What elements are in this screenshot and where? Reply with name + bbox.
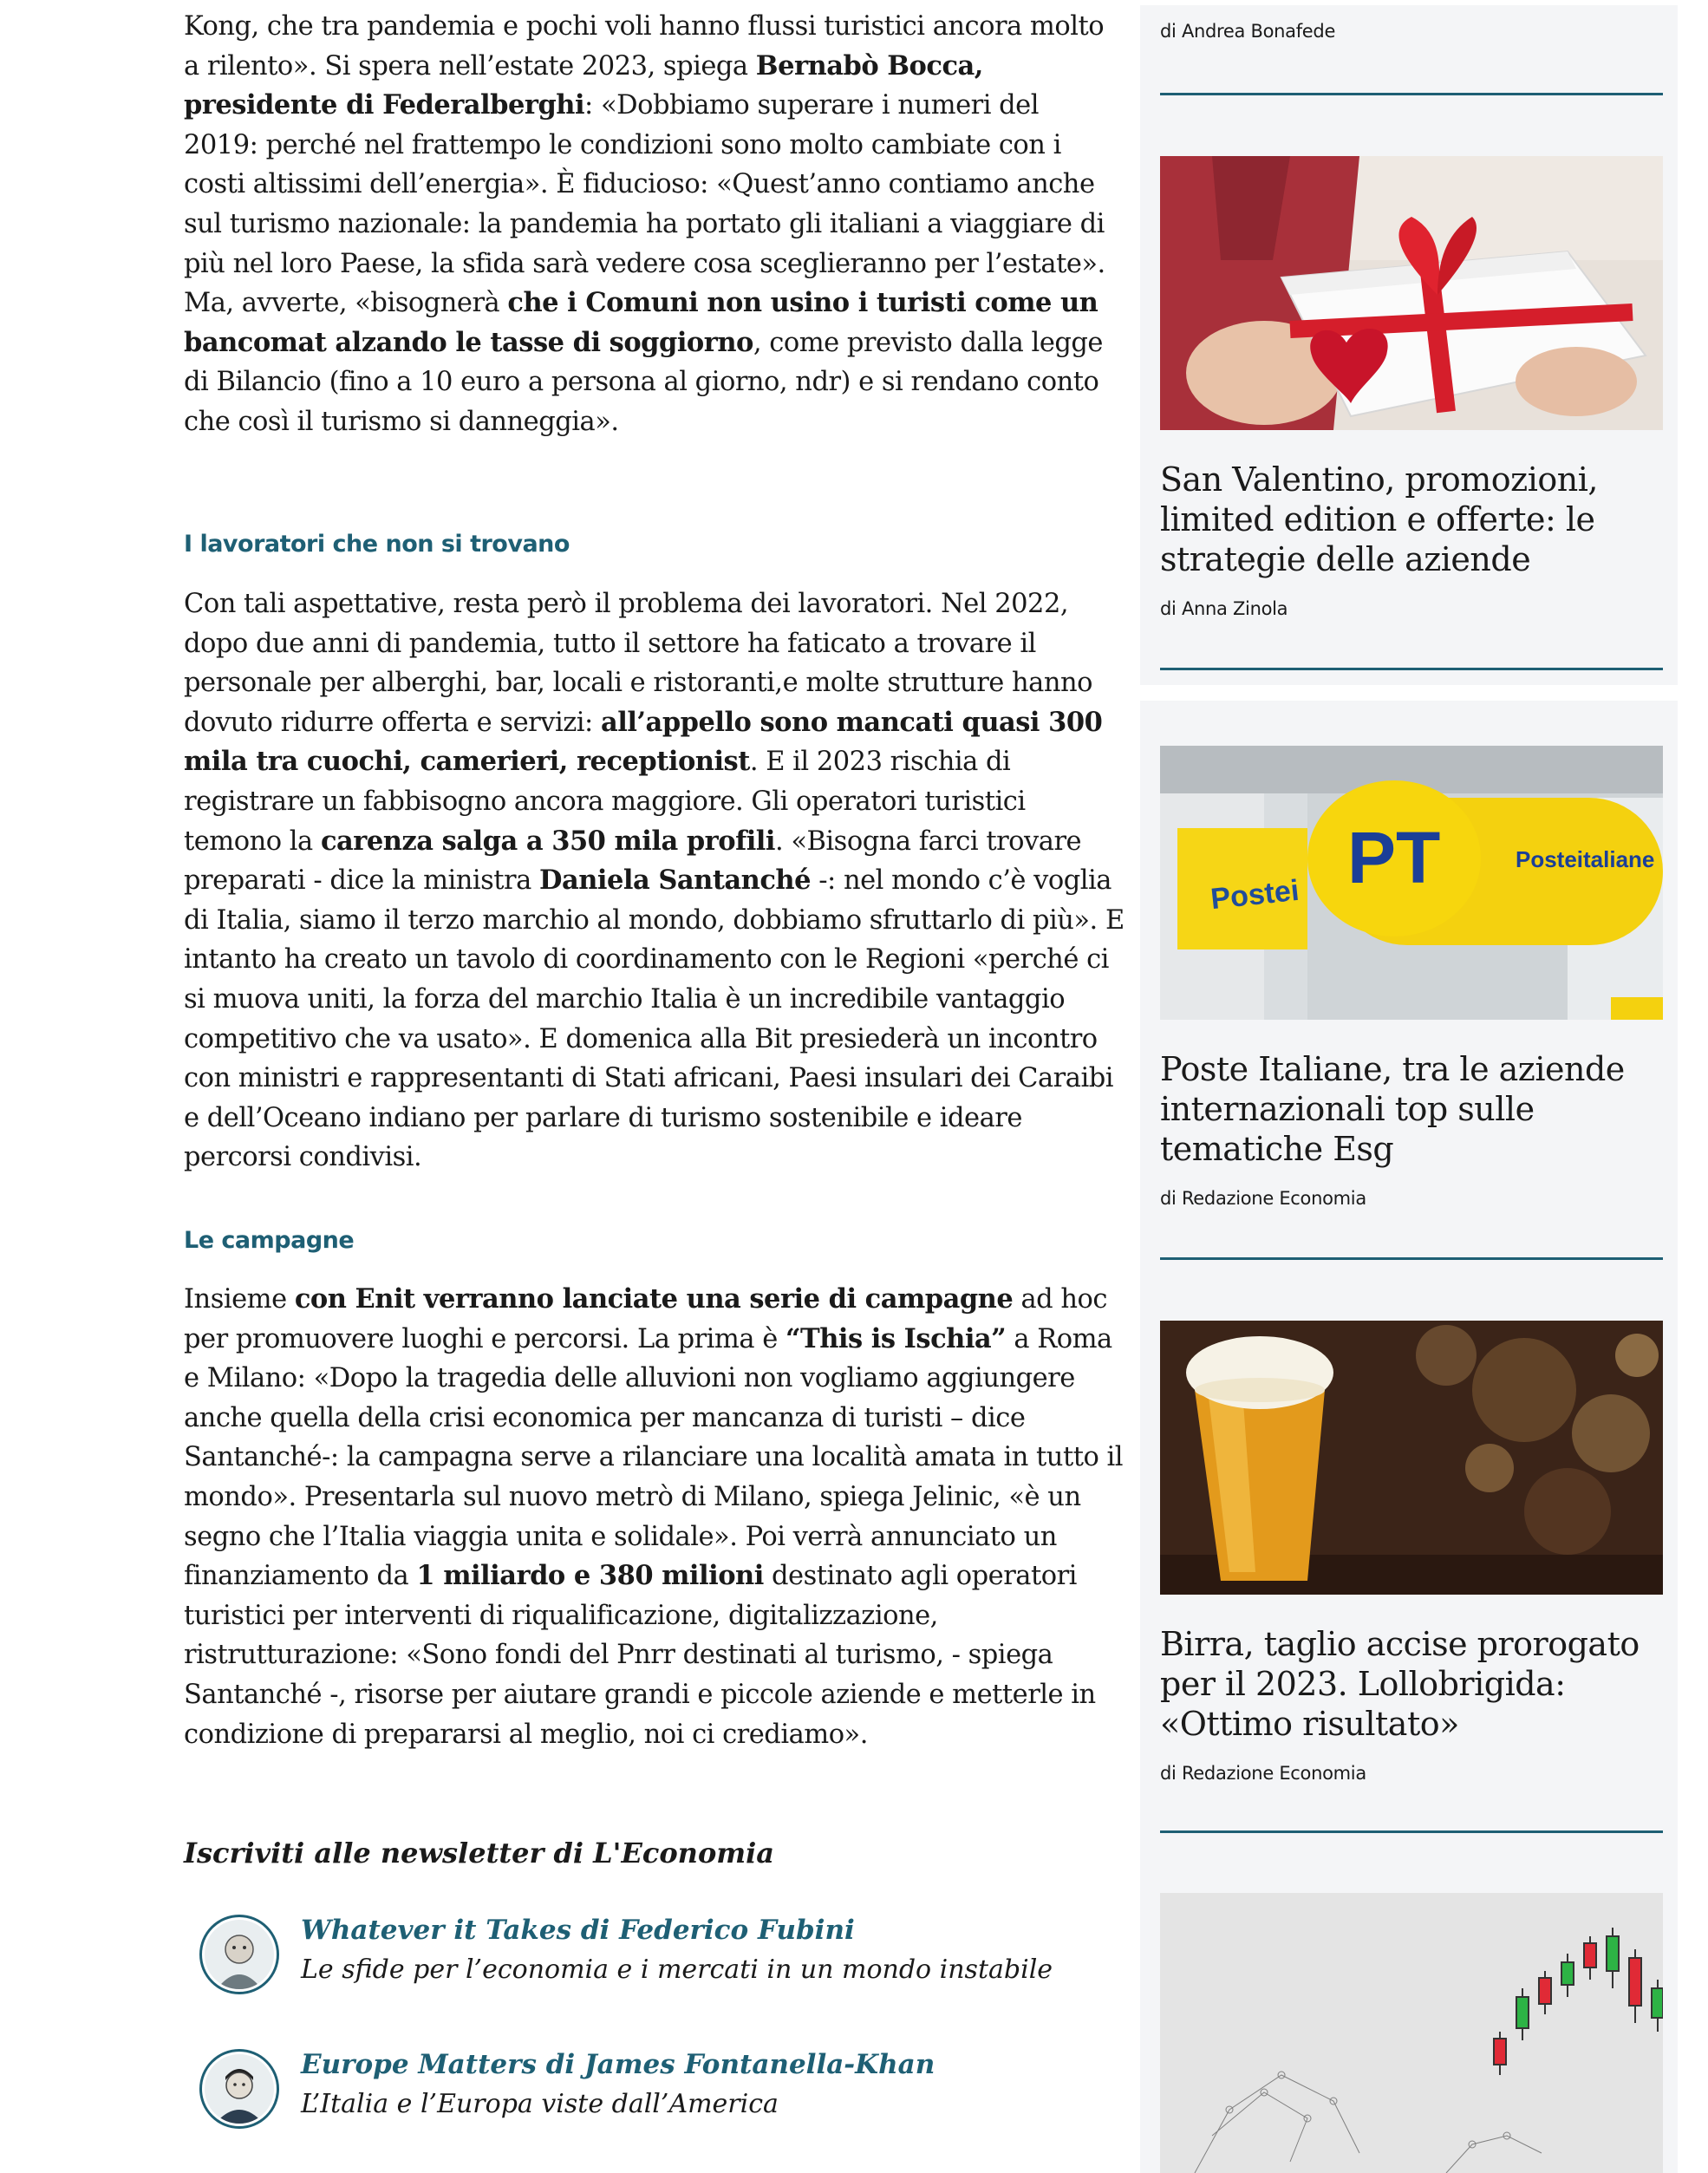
card-author: di Andrea Bonafede — [1160, 21, 1336, 42]
article-paragraph — [184, 1280, 1129, 1754]
newsletter-title: Iscriviti alle newsletter di L'Economia — [184, 1837, 775, 1870]
divider — [1160, 1257, 1663, 1260]
bold-text: “This is Ischia” — [785, 1322, 1007, 1354]
bold-text: Bernabò Bocca, presidente di Federalberghi — [184, 49, 983, 121]
bold-text: 1 miliardo e 380 milioni — [416, 1560, 764, 1592]
article-paragraph — [184, 584, 1129, 1178]
text-run: . «Bisogna farci trovare preparati - dice la ministra — [184, 825, 1082, 897]
newsletter-description: Le sfide per l’economia e i mercati in un mondo instabile — [301, 1954, 1053, 1985]
newsletter-item[interactable] — [199, 2049, 1101, 2136]
avatar — [199, 2049, 279, 2129]
card-title[interactable]: Poste Italiane, tra le aziende internazionali top sulle tematiche Esg — [1160, 1050, 1625, 1168]
text-run: . E il 2023 rischia di registrare un fabbisogno ancora maggiore. Gli operatori turistici temono la — [184, 747, 1026, 857]
card-author: di Redazione Economia — [1160, 1188, 1366, 1209]
text-run: Con tali aspettative, resta però il problema dei lavoratori. Nel 2022, dopo due anni di pandemia, tutto il settore ha faticato a trovare il personale per alberghi, bar, locali e ristoranti,e molte strutture hanno dovuto ridurre offerta e servizi: — [184, 589, 1093, 738]
card-author: di Anna Zinola — [1160, 598, 1288, 619]
text-run: a Roma e Milano: «Dopo la tragedia delle alluvioni non vogliamo aggiungere anche quella della crisi economica per mancanza di turisti – dice Santanché-: la campagna serve a rilanciare una località amata in tutto il mondo». Presentarla sul nuovo metrò di Milano, spiega Jelinic, «è un segno che l’Italia viaggia unita e solidale». Poi verrà annunciato un finanziamento da — [184, 1323, 1124, 1592]
text-run: Kong, che tra pandemia e pochi voli hanno flussi turistici ancora molto a rilento». Si spera nell’estate 2023, spiega — [184, 11, 1105, 82]
avatar — [199, 1915, 279, 1994]
divider — [1160, 668, 1663, 670]
beer-glass-image[interactable] — [1160, 1321, 1663, 1595]
gift-heart-image[interactable] — [1160, 156, 1663, 430]
bold-text: che i Comuni non usino i turisti come un bancomat alzando le tasse di soggiorno — [184, 287, 1098, 358]
divider — [1160, 1830, 1663, 1833]
text-run: Insieme — [184, 1284, 295, 1315]
poste-italiane-image[interactable] — [1160, 746, 1663, 1020]
article-paragraph — [184, 7, 1120, 442]
newsletter-name[interactable]: Whatever it Takes di Federico Fubini — [301, 1915, 855, 1946]
bold-text: Daniela Santanché — [539, 865, 812, 897]
newsletter-description: L’Italia e l’Europa viste dall’America — [301, 2089, 779, 2119]
card-title[interactable]: San Valentino, promozioni, limited edition e offerte: le strategie delle aziende — [1160, 460, 1598, 578]
newsletter-item[interactable] — [199, 1915, 1101, 2001]
text-run: : «Dobbiamo superare i numeri del 2019: perché nel frattempo le condizioni sono molto cambiate con i costi altissimi dell’energia». È fiducioso: «Quest’anno contiamo anche sul turismo nazionale: la pandemia ha portato gli italiani a viaggiare di più nel loro Paese, la sfida sarà vedere cosa sceglieranno per l’estate». Ma, avverte, «bisognerà — [184, 90, 1105, 319]
sign-text: Postei — [1209, 873, 1301, 917]
text-run: -: nel mondo c’è voglia di Italia, siamo il terzo marchio al mondo, dobbiamo sfruttarlo di più». E intanto ha creato un tavolo di coordinamento con le Regioni «perché ci si muova uniti, la forza del marchio Italia è un incredibile vantaggio competitivo che va usato». E domenica alla Bit presiederà un incontro con ministri e rappresentanti di Stati africani, Paesi insulari dei Caraibi e dell’Oceano indiano per parlare di turismo sostenibile e ideare percorsi condivisi. — [184, 865, 1125, 1173]
poste-brand-text: Posteitaliane — [1516, 846, 1655, 872]
poste-logo-text: PT — [1347, 817, 1441, 898]
text-run: ad hoc per promuovere luoghi e percorsi. La prima è — [184, 1284, 1107, 1354]
bold-text: carenza salga a 350 mila profili — [320, 825, 775, 857]
divider — [1160, 93, 1663, 95]
text-run: destinato agli operatori turistici per interventi di riqualificazione, digitalizzazione, ristrutturazione: «Sono fondi del Pnrr destinati al turismo, - spiega Santanché -, risorse per aiutare grandi e piccole aziende e metterle in condizione di prepararsi al meglio, noi ci crediamo». — [184, 1561, 1096, 1750]
newsletter-name[interactable]: Europe Matters di James Fontanella-Khan — [301, 2049, 935, 2080]
section-heading: I lavoratori che non si trovano — [184, 531, 570, 558]
card-author: di Redazione Economia — [1160, 1763, 1366, 1784]
text-run: , come previsto dalla legge di Bilancio (fino a 10 euro a persona al giorno, ndr) e si rendano conto che così il turismo si danneggia». — [184, 327, 1103, 437]
trading-chart-image[interactable] — [1160, 1893, 1663, 2173]
section-heading: Le campagne — [184, 1227, 355, 1254]
card-title[interactable]: Birra, taglio accise prorogato per il 2023. Lollobrigida: «Ottimo risultato» — [1160, 1625, 1640, 1743]
bold-text: all’appello sono mancati quasi 300 mila tra cuochi, camerieri, receptionist — [184, 706, 1103, 778]
bold-text: con Enit verranno lanciate una serie di campagne — [294, 1283, 1014, 1315]
